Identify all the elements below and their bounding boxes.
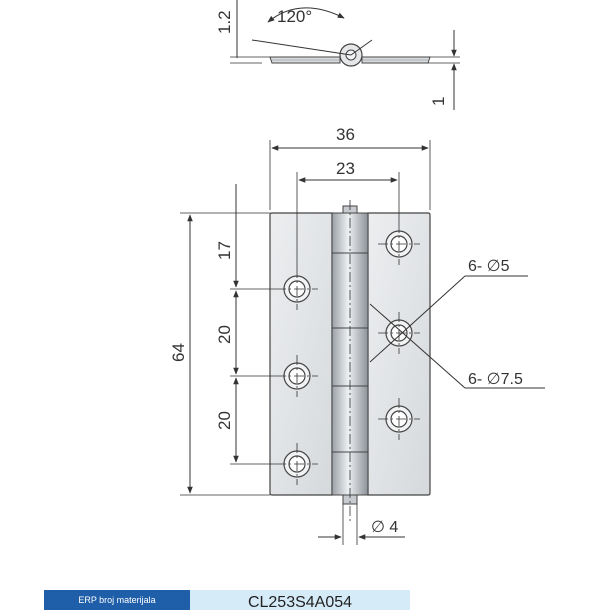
hole-callout-5: 6- ∅5 (468, 258, 510, 275)
dim-1.2-label: 1.2 (215, 10, 234, 34)
erp-value: CL253S4A054 (190, 590, 410, 610)
dim-23-label: 23 (336, 159, 355, 178)
dim-20a-label: 20 (215, 325, 234, 344)
erp-label: ERP broj materijala (44, 590, 190, 610)
erp-material-bar (44, 590, 410, 610)
dim-64-label: 64 (169, 343, 188, 362)
angle-label: 120° (277, 7, 313, 26)
dim-17-label: 17 (215, 241, 234, 260)
dim-1-label: 1 (429, 96, 448, 106)
dim-36-label: 36 (336, 125, 355, 144)
front-view (169, 125, 545, 545)
hole-callout-7.5: 6- ∅7.5 (468, 371, 523, 388)
angle-line-left (252, 40, 351, 55)
pin-diameter-label: ∅ 4 (371, 519, 399, 536)
dim-20b-label: 20 (215, 411, 234, 430)
top-view (215, 0, 460, 110)
